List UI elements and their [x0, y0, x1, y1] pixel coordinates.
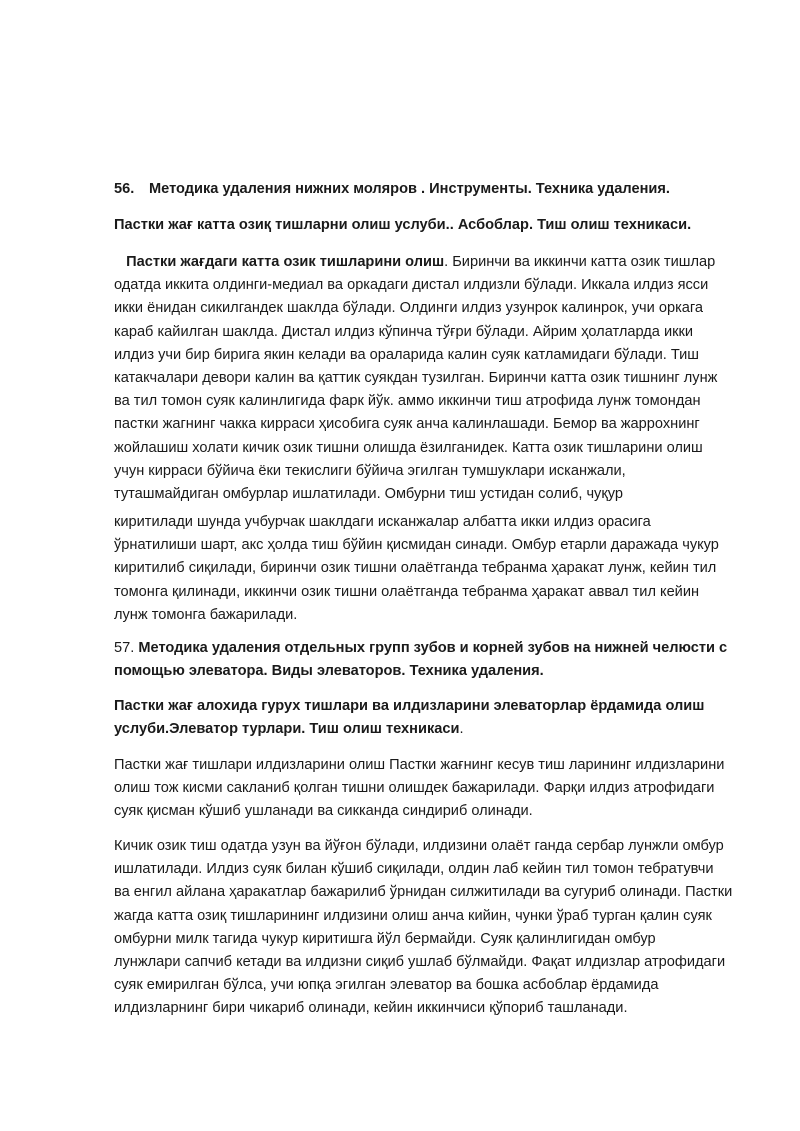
- paragraph-line: учун кирраси бўйича ёки текислиги бўйича эгилган тумшуклари исканжали,: [114, 462, 626, 479]
- paragraph-line: илдизларнинг бири чикариб олинади, кейин иккинчиси қўпориб ташланади.: [114, 1000, 628, 1017]
- section-57-title-uz: [114, 695, 754, 741]
- paragraph-line: ва тил томон суяк калинлигида фарк йўк. аммо иккинчи тиш атрофида лунж томондан: [114, 393, 701, 410]
- paragraph-line: пастки жагнинг чакка кирраси ҳисобига суяк анча калинлашади. Бемор ва жаррохнинг: [114, 416, 700, 433]
- section-56-heading: [114, 178, 754, 201]
- paragraph-line: лунж томонга бажарилади.: [114, 606, 298, 623]
- paragraph-line: Кичик озик тиш одатда узун ва йўғон бўлади, илдизини олаёт ганда сербар лунжли омбур: [114, 838, 724, 854]
- paragraph-lead: Пастки жағдаги катта озик тишларини олиш: [126, 254, 445, 270]
- paragraph-line: суяк қисман кўшиб ушланади ва сикканда синдириб олинади.: [114, 803, 533, 820]
- paragraph-line: услуби.Элеватор турлари. Тиш олиш техникаси.: [114, 721, 464, 738]
- paragraph-line: Пастки жағдаги катта озик тишларини олиш. Биринчи ва иккинчи катта озик тишлар: [126, 254, 716, 270]
- section-57-paragraph-1: [114, 754, 754, 824]
- paragraph-line: икки ёнидан сикилгандек шаклда бўлади. Олдинги илдиз узунрок калинрок, учи оркага: [114, 300, 704, 317]
- section-56-paragraph-1: [114, 251, 754, 506]
- paragraph-line: катакчалари девори калин ва қаттик суякдан тузилган. Биринчи катта озик тишнинг лунж: [114, 370, 718, 387]
- section-56-title-uz: Пастки жағ катта озиқ тишларни олиш услуби.. Асбоблар. Тиш олиш техникаси.: [114, 217, 692, 233]
- section-56-number: 56.: [114, 181, 135, 197]
- paragraph-line: Пастки жағ алохида гурух тишлари ва илдизларини элеваторлар ёрдамида олиш: [114, 698, 705, 714]
- paragraph-line: туташмайдиган омбурлар ишлатилади. Омбурни тиш устидан солиб, чуқур: [114, 486, 623, 503]
- paragraph-line: ишлатилади. Илдиз суяк билан кўшиб сиқилади, олдин лаб кейин тил томон тебратувчи: [114, 861, 714, 878]
- paragraph-line: омбурни милк тагида чукур киритишга йўл бермайди. Суяк қалинлигидан омбур: [114, 930, 656, 947]
- paragraph-line: Пастки жағ тишлари илдизларини олиш Пастки жағнинг кесув тиш ларининг илдизларини: [114, 757, 725, 773]
- paragraph-line: жагда катта озиқ тишларининг илдизини олиш анча кийин, чунки ўраб турган қалин суяк: [114, 907, 712, 924]
- section-56-title-ru: Методика удаления нижних моляров . Инструменты. Техника удаления.: [149, 181, 670, 197]
- paragraph-line: илдиз учи бир бирига якин келади ва ораларида калин суяк катламидаги бўлади. Тиш: [114, 346, 700, 363]
- paragraph-line: томонга қилинади, иккинчи озик тишни олаётганда тебранма ҳаракат аввал тил кейин: [114, 583, 700, 600]
- paragraph-line: караб кайилган шаклда. Дистал илдиз кўпинча тўғри бўлади. Айрим ҳолатларда икки: [114, 323, 694, 340]
- section-57-heading: [114, 637, 754, 683]
- paragraph-line: помощью элеватора. Виды элеваторов. Техника удаления.: [114, 663, 544, 680]
- section-56-paragraph-2: [114, 511, 754, 627]
- section-57-paragraph-2: [114, 835, 754, 1021]
- paragraph-line: киритилади шунда учбурчак шаклдаги исканжалар албатта икки илдиз орасига: [114, 514, 651, 530]
- paragraph-line: 57. Методика удаления отдельных групп зубов и корней зубов на нижней челюсти с: [114, 640, 728, 656]
- paragraph-line: олиш тож кисми сакланиб қолган тишни олишдек бажарилади. Фарқи илдиз атрофидаги: [114, 780, 715, 797]
- paragraph-line: лунжлари сапчиб кетади ва илдизни сиқиб ушлаб бўлмайди. Фақат илдизлар атрофидаги: [114, 954, 726, 971]
- paragraph-line: жойлашиш холати кичик озик тишни олишда ёзилганидек. Катта озик тишларини олиш: [114, 439, 703, 456]
- section-57-number: 57.: [114, 640, 135, 656]
- paragraph-line: ўрнатилиши шарт, акс ҳолда тиш бўйин қисмидан синади. Омбур етарли даражада чукур: [114, 537, 719, 554]
- paragraph-line: одатда иккита олдинги-медиал ва оркадаги дистал илдизли бўлади. Иккала илдиз ясси: [114, 277, 709, 294]
- paragraph-line: ва енгил айлана ҳаракатлар бажарилиб ўрнидан силжитилади ва сугуриб олинади. Пастки: [114, 884, 733, 901]
- paragraph-line: киритилиб сиқилади, биринчи озик тишни олаётганда тебранма ҳаракат лунж, кейин тил: [114, 560, 717, 577]
- paragraph-line: суяк емирилган бўлса, учи юпқа эгилган элеватор ва бошка асбоблар ёрдамида: [114, 977, 659, 994]
